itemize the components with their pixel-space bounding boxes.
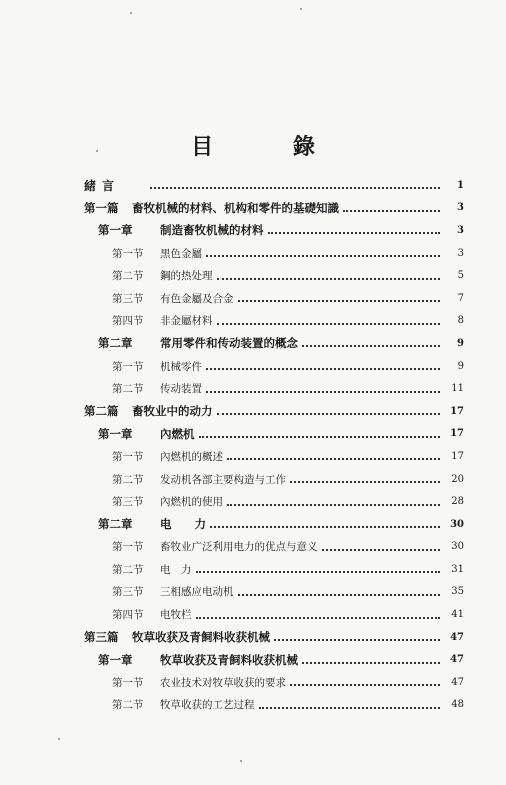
toc-entry-number: 第一节 xyxy=(112,360,144,373)
toc-entry xyxy=(84,332,464,355)
toc-entry-number: 第一节 xyxy=(112,450,144,463)
toc-entry xyxy=(84,468,464,491)
toc-entry-number: 第一篇 xyxy=(84,200,119,215)
dot-leader xyxy=(196,571,441,573)
dot-leader xyxy=(217,323,441,325)
paper-speck xyxy=(300,8,302,10)
dot-leader xyxy=(290,481,440,483)
page-title: 目 錄 xyxy=(191,134,351,160)
toc-entry xyxy=(84,536,464,559)
toc-entry-page: 47 xyxy=(450,631,464,643)
toc-entry-page: 17 xyxy=(451,450,464,462)
dot-leader xyxy=(206,368,440,370)
toc-entry-number: 第一节 xyxy=(112,541,144,554)
dot-leader xyxy=(196,617,441,619)
toc-entry-title: 电 力 xyxy=(160,563,192,576)
toc-entry-title: 非金屬材料 xyxy=(160,315,213,328)
toc-entry-title: 牧草收获及青飼料收获机械 xyxy=(132,630,270,645)
toc-entry-number: 第一节 xyxy=(112,247,144,260)
toc-entry-page: 41 xyxy=(451,609,464,621)
toc-entry xyxy=(84,197,464,220)
toc-entry-title: 鋼的热处理 xyxy=(160,270,213,283)
toc-entry xyxy=(84,490,464,513)
toc-entry-number: 第一节 xyxy=(112,676,144,689)
toc-entry xyxy=(84,694,464,717)
toc-entry-page: 35 xyxy=(451,586,464,598)
toc-entry-title: 內燃机的使用 xyxy=(160,496,223,509)
toc-entry-number: 第二篇 xyxy=(84,404,119,419)
toc-entry-page: 48 xyxy=(451,699,464,711)
dot-leader xyxy=(302,662,440,664)
toc-entry xyxy=(84,242,464,265)
toc-entry-title: 黑色金屬 xyxy=(160,247,202,260)
dot-leader xyxy=(302,345,440,347)
toc-entry-number: 第二节 xyxy=(112,473,144,486)
toc-entry-page: 11 xyxy=(451,383,464,395)
toc-entry xyxy=(84,174,464,197)
dot-leader xyxy=(227,504,440,506)
toc-entry xyxy=(84,581,464,604)
dot-leader xyxy=(238,594,441,596)
toc-entry xyxy=(84,513,464,536)
toc-entry-number: 緒言 xyxy=(84,178,121,193)
toc-entry xyxy=(84,264,464,287)
toc-entry-page: 1 xyxy=(457,179,464,191)
toc-entry-page: 20 xyxy=(451,473,464,485)
toc-entry-page: 9 xyxy=(457,337,464,349)
toc-entry-number: 第二节 xyxy=(112,383,144,396)
toc-entry-page: 47 xyxy=(450,654,464,666)
dot-leader xyxy=(238,300,441,302)
toc-entry-page: 17 xyxy=(450,428,464,440)
toc-entry-number: 第四节 xyxy=(112,609,144,622)
dot-leader xyxy=(150,187,440,189)
toc-entry-page: 30 xyxy=(450,518,464,530)
paper-speck xyxy=(58,738,60,740)
toc-entry-number: 第二章 xyxy=(98,517,133,532)
toc-entry xyxy=(84,400,464,423)
toc-entry-page: 31 xyxy=(451,563,464,575)
toc-entry xyxy=(84,355,464,378)
toc-entry xyxy=(84,445,464,468)
dot-leader xyxy=(199,436,441,438)
dot-leader xyxy=(274,639,440,641)
toc-entry-number: 第二节 xyxy=(112,270,144,283)
dot-leader xyxy=(210,526,440,528)
toc-entry-number: 第三节 xyxy=(112,292,144,305)
toc-entry-number: 第二节 xyxy=(112,563,144,576)
toc-entry-number: 第三节 xyxy=(112,496,144,509)
toc-entry xyxy=(84,603,464,626)
toc-entry-title: 內燃机 xyxy=(160,426,195,441)
dot-leader xyxy=(268,232,441,234)
dot-leader xyxy=(343,210,440,212)
dot-leader xyxy=(217,413,441,415)
toc-entry-page: 47 xyxy=(451,676,464,688)
toc-entry-title: 电牧栏 xyxy=(160,609,192,622)
toc-entry-page: 28 xyxy=(451,496,464,508)
toc-entry xyxy=(84,626,464,649)
toc-entry-page: 8 xyxy=(457,315,464,327)
dot-leader xyxy=(322,549,441,551)
toc-entry-title: 制造畜牧机械的材料 xyxy=(160,223,264,238)
toc-entry-page: 3 xyxy=(457,224,464,236)
toc-entry-page: 7 xyxy=(457,292,464,304)
toc-entry xyxy=(84,219,464,242)
toc-entry-title: 牧草收获的工艺过程 xyxy=(160,699,255,712)
toc-entry xyxy=(84,377,464,400)
toc-entry-number: 第四节 xyxy=(112,315,144,328)
toc-entry-title: 畜牧业中的动力 xyxy=(132,404,213,419)
toc-entry-page: 3 xyxy=(457,202,464,214)
paper-speck xyxy=(240,760,242,762)
toc-entry-number: 第三篇 xyxy=(84,630,119,645)
toc-entry xyxy=(84,558,464,581)
toc-entry-title: 常用零件和传动装置的概念 xyxy=(160,336,298,351)
toc-entry xyxy=(84,310,464,333)
dot-leader xyxy=(290,684,440,686)
toc-entry-number: 第一章 xyxy=(98,652,133,667)
dot-leader xyxy=(206,391,440,393)
toc-entry xyxy=(84,648,464,671)
paper-speck xyxy=(130,12,132,14)
toc-entry-title: 畜牧业广泛利用电力的优点与意义 xyxy=(160,541,318,554)
toc-entry-number: 第二章 xyxy=(98,336,133,351)
toc-entry-page: 17 xyxy=(450,405,464,417)
dot-leader xyxy=(227,458,440,460)
toc-entry xyxy=(84,423,464,446)
dot-leader xyxy=(217,278,441,280)
toc-entry-title: 畜牧机械的材料、机构和零件的基礎知識 xyxy=(132,200,339,215)
toc-entry-title: 牧草收获及青飼料收获机械 xyxy=(160,652,298,667)
toc-entry-page: 3 xyxy=(457,247,464,259)
toc-entry xyxy=(84,287,464,310)
toc-entry xyxy=(84,671,464,694)
dot-leader xyxy=(206,255,440,257)
toc-entry-title: 传动装置 xyxy=(160,383,202,396)
dot-leader xyxy=(259,707,441,709)
toc-entry-number: 第一章 xyxy=(98,426,133,441)
toc-entry-title: 有色金屬及合金 xyxy=(160,292,234,305)
toc-entry-page: 30 xyxy=(451,541,464,553)
toc-entry-title: 三相感应电动机 xyxy=(160,586,234,599)
toc-entry-title: 內燃机的概述 xyxy=(160,450,223,463)
toc-entry-title: 机械零件 xyxy=(160,360,202,373)
toc-entry-title: 发动机各部主要构造与工作 xyxy=(160,473,286,486)
table-of-contents xyxy=(84,174,464,716)
paper-speck xyxy=(96,150,98,152)
toc-entry-number: 第三节 xyxy=(112,586,144,599)
toc-entry-title: 电 力 xyxy=(160,517,206,532)
toc-entry-number: 第一章 xyxy=(98,223,133,238)
toc-entry-page: 5 xyxy=(457,270,464,282)
toc-entry-number: 第二节 xyxy=(112,699,144,712)
toc-entry-page: 9 xyxy=(457,360,464,372)
toc-entry-title: 农业技术对牧草收获的要求 xyxy=(160,676,286,689)
